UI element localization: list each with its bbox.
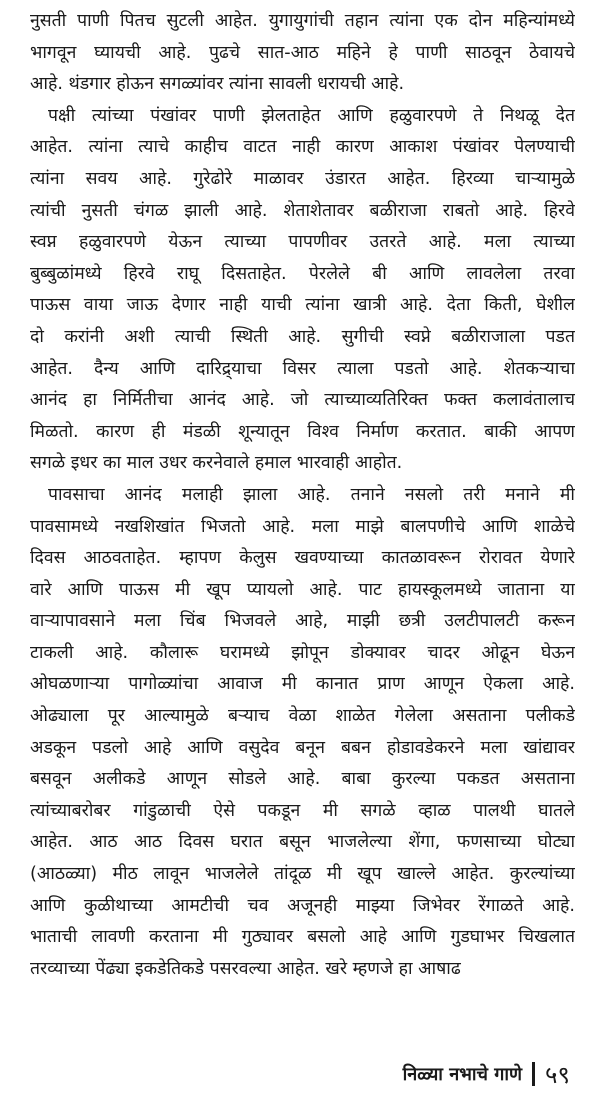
text-line: त्यांच्याबरोबर गांडुळाची ऐसे पकडून मी सगळे व्हाळ पालथी घातले	[30, 800, 575, 821]
text-line: भाताची लावणी करताना मी गुठ्यावर बसलो आहे आणि गुडघाभर चिखलात	[30, 927, 575, 948]
running-title: निळ्या नभाचे गाणे	[402, 1064, 523, 1085]
text-line: आहेत. त्यांना त्याचे काहीच वाटत नाही कारण आकाश पंखांवर पेलण्याची	[30, 137, 575, 158]
text-line: वारे आणि पाऊस मी खूप प्यायलो आहे. पाट हायस्कूलमध्ये जाताना या	[30, 579, 575, 600]
book-page	[30, 6, 575, 985]
text-line: ओघळणाऱ्या पागोळ्यांचा आवाज मी कानात प्राण आणून ऐकला आहे.	[30, 674, 575, 695]
text-line: त्यांना सवय आहे. गुरेढोरे माळावर उंडारत आहेत. हिरव्या चाऱ्यामुळे	[30, 168, 575, 189]
text-line: आहेत. आठ आठ दिवस घरात बसून भाजलेल्या शेंगा, फणसाच्या घोट्या	[30, 832, 575, 853]
text-line: आनंद हा निर्मितीचा आनंद आहे. जो त्याच्याव्यतिरिक्त फक्त कलावंतालाच	[30, 390, 575, 411]
paragraph	[30, 480, 575, 986]
footer-divider	[532, 1062, 535, 1086]
text-line: पाऊस वाया जाऊ देणार नाही याची त्यांना खात्री आहे. देता किती, घेशील	[30, 295, 575, 316]
text-line: (आठळ्या) मीठ लावून भाजलेले तांदूळ मी खूप खाल्ले आहेत. कुरल्यांच्या	[30, 864, 575, 885]
text-line: आहेत. दैन्य आणि दारिद्र्याचा विसर त्याला पडतो आहे. शेतकऱ्याचा	[30, 358, 575, 379]
text-line: बुब्बुळांमध्ये हिरवे राघू दिसताहेत. पेरलेले बी आणि लावलेला तरवा	[30, 263, 575, 284]
text-line: दिवस आठवताहेत. म्हापण केलुस खवण्याच्या कातळावरून रोरावत येणारे	[30, 548, 575, 569]
paragraph	[30, 6, 575, 101]
text-line: आणि कुळीथाच्या आमटीची चव अजूनही माझ्या जिभेवर रेंगाळते आहे.	[30, 895, 575, 916]
text-line: पावसामध्ये नखशिखांत भिजतो आहे. मला माझे बालपणीचे आणि शाळेचे	[30, 516, 575, 537]
page-number: ५९	[545, 1060, 570, 1089]
text-line: अडकून पडलो आहे आणि वसुदेव बनून बबन होडावडेकरने मला खांद्यावर	[30, 737, 575, 758]
text-line: टाकली आहे. कौलारू घरामध्ये झोपून डोक्यावर चादर ओढून घेऊन	[30, 642, 575, 663]
text-line: वाऱ्यापावसाने मला चिंब भिजवले आहे, माझी छत्री उलटीपालटी करून	[30, 611, 575, 632]
text-line: त्यांची नुसती चंगळ झाली आहे. शेताशेतावर बळीराजा राबतो आहे. हिरवे	[30, 200, 575, 221]
text-line: आहे. थंडगार होऊन सगळ्यांवर त्यांना सावली धरायची आहे.	[30, 74, 405, 95]
text-line: मिळतो. कारण ही मंडळी शून्यातून विश्व निर्माण करतात. बाकी आपण	[30, 421, 575, 442]
text-line: ओढ्याला पूर आल्यामुळे बऱ्याच वेळा शाळेत गेलेला असताना पलीकडे	[30, 706, 575, 727]
text-line: स्वप्न हळुवारपणे येऊन त्याच्या पापणीवर उतरते आहे. मला त्याच्या	[30, 232, 575, 253]
text-line: तरव्याच्या पेंढ्या इकडेतिकडे पसरवल्या आहेत. खरे म्हणजे हा आषाढ	[30, 958, 461, 979]
body-text	[30, 6, 575, 985]
text-line: पक्षी त्यांच्या पंखांवर पाणी झेलताहेत आणि हळुवारपणे ते निथळू देत	[48, 105, 575, 126]
text-line: दो करांनी अशी त्याची स्थिती आहे. सुगीची स्वप्ने बळीराजाला पडत	[30, 326, 575, 347]
text-line: भागवून घ्यायची आहे. पुढचे सात-आठ महिने हे पाणी साठवून ठेवायचे	[30, 42, 575, 63]
page-footer	[403, 1058, 570, 1090]
text-line: पावसाचा आनंद मलाही झाला आहे. तनाने नसलो तरी मनाने मी	[48, 484, 575, 505]
text-line: सगळे इधर का माल उधर करनेवाले हमाल भारवाही आहोत.	[30, 453, 403, 474]
text-line: नुसती पाणी पितच सुटली आहेत. युगायुगांची तहान त्यांना एक दोन महिन्यांमध्ये	[30, 11, 575, 31]
paragraph	[30, 101, 575, 480]
text-line: बसवून अलीकडे आणून सोडले आहे. बाबा कुरल्या पकडत असताना	[30, 769, 575, 790]
